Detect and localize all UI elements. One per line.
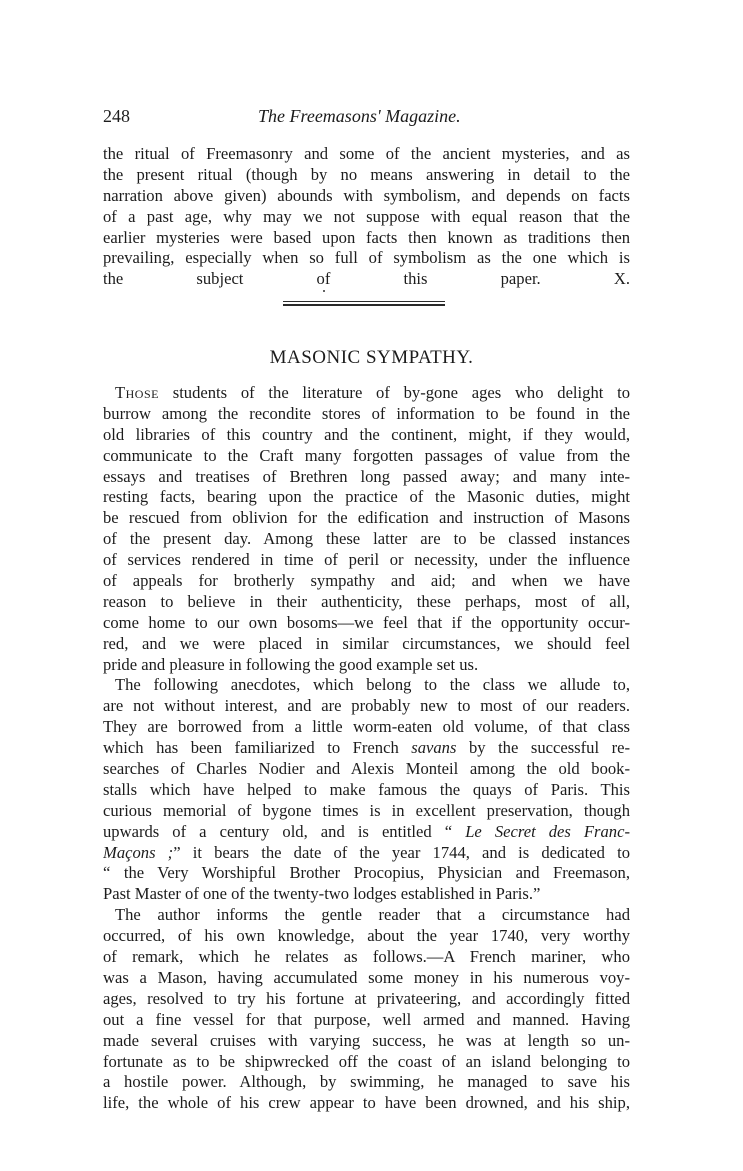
text-line: the ritual of Freemasonry and some of the ancient mysteries, and as [103,144,630,163]
lead-word: Those [115,383,159,402]
book-title: Le Secret des Franc- [465,821,630,841]
text-line: searches of Charles Nodier and Alexis Monteil among the old book- [103,759,630,779]
text-line: burrow among the recondite stores of information to be found in the [103,403,630,423]
text-line: life, the whole of his crew appear to have been drowned, and his ship, [103,1093,630,1113]
text-line: fortunate as to be shipwrecked off the coast of an island belonging to [103,1051,630,1071]
article-title: MASONIC SYMPATHY. [269,347,474,368]
text-line: out a fine vessel for that purpose, well armed and manned. Having [103,1009,630,1029]
text-line: reason to believe in their authenticity, these perhaps, most of all, [103,591,630,611]
last-line-text: the subject of this paper. [103,269,541,289]
running-title: The Freemasons' Magazine. [258,106,461,126]
text-line: “ the Very Worshipful Brother Procopius, Physician and Freemason, [103,863,630,883]
text-line: red, and we were placed in similar circumstances, we should feel [103,633,630,653]
line-segment: which has been familiarized to French [103,738,412,758]
text-line: Past Master of one of the twenty-two lodges established in Paris.” [103,884,541,904]
text-line: communicate to the Craft many forgotten passages of value from the [103,445,630,465]
text-line: old libraries of this country and the continent, might, if they would, [103,424,630,444]
text-line: of remark, which he relates as follows.—A French mariner, who [103,947,630,967]
text-line [103,822,630,843]
text-line: are not without interest, and are probably new to most of our readers. [103,696,630,716]
author-signature: X. [613,269,630,289]
text-line: curious memorial of bygone times is in excellent preservation, though [103,800,630,820]
text-line: The author informs the gentle reader that a circumstance had [115,905,630,925]
text-line: earlier mysteries were based upon facts then known as traditions then [103,227,630,247]
line-segment: upwards of a century old, and is entitled “ [103,821,466,841]
text-line: stalls which have helped to make famous the quays of Paris. This [103,779,630,799]
text-line: The following anecdotes, which belong to the class we allude to, [115,675,630,695]
line-segment: by the successful re- [456,738,630,758]
text-line: pride and pleasure in following the good example set us. [103,654,479,674]
text-line: come home to our own bosoms—we feel that if the opportunity occur- [103,612,630,632]
text-line-first [103,383,630,404]
text-line [103,738,630,759]
text-line: ages, resolved to try his fortune at privateering, and accordingly fitted [103,988,630,1008]
text-line: made several cruises with varying success, he was at length so un- [103,1030,630,1050]
book-title-continued: Maçons ; [103,842,174,862]
text-line: of a past age, why may we not suppose with equal reason that the [103,206,630,226]
page-header [103,106,633,132]
divider-rule-thick [283,304,445,306]
line-segment: ” it bears the date of the year 1744, and is dedicated to [173,842,630,862]
text-line: of the present day. Among these latter are to be classed instances [103,529,630,549]
text-line: prevailing, especially when so full of symbolism as the one which is [103,248,630,268]
text-line: occurred, of his own knowledge, about the year 1740, very worthy [103,926,630,946]
ornament-dot [323,290,325,292]
divider-rule-thin [283,301,445,302]
section-divider [283,301,445,307]
text-line: narration above given) abounds with symbolism, and depends on facts [103,185,630,205]
first-line-text: students of the literature of by-gone ages who delight to [172,383,630,402]
italic-term: savans [411,738,457,758]
text-line: They are borrowed from a little worm-eaten old volume, of that class [103,717,630,737]
text-line [103,843,630,864]
text-line: the present ritual (though by no means answering in detail to the [103,164,630,184]
text-line: was a Mason, having accumulated some money in his numerous voy- [103,967,630,987]
text-line: a hostile power. Although, by swimming, he managed to save his [103,1072,630,1092]
intro-paragraph [103,144,630,290]
text-line: essays and treatises of Brethren long passed away; and many inte- [103,466,630,486]
text-line: resting facts, bearing upon the practice of the Masonic duties, might [103,487,630,507]
text-line-with-signature [103,269,630,290]
article-body [103,383,630,1114]
page-number: 248 [103,106,130,126]
text-line: be rescued from oblivion for the edification and instruction of Masons [103,508,630,528]
text-line: of services rendered in time of peril or necessity, under the influence [103,550,630,570]
text-line: of appeals for brotherly sympathy and aid; and when we have [103,571,630,591]
